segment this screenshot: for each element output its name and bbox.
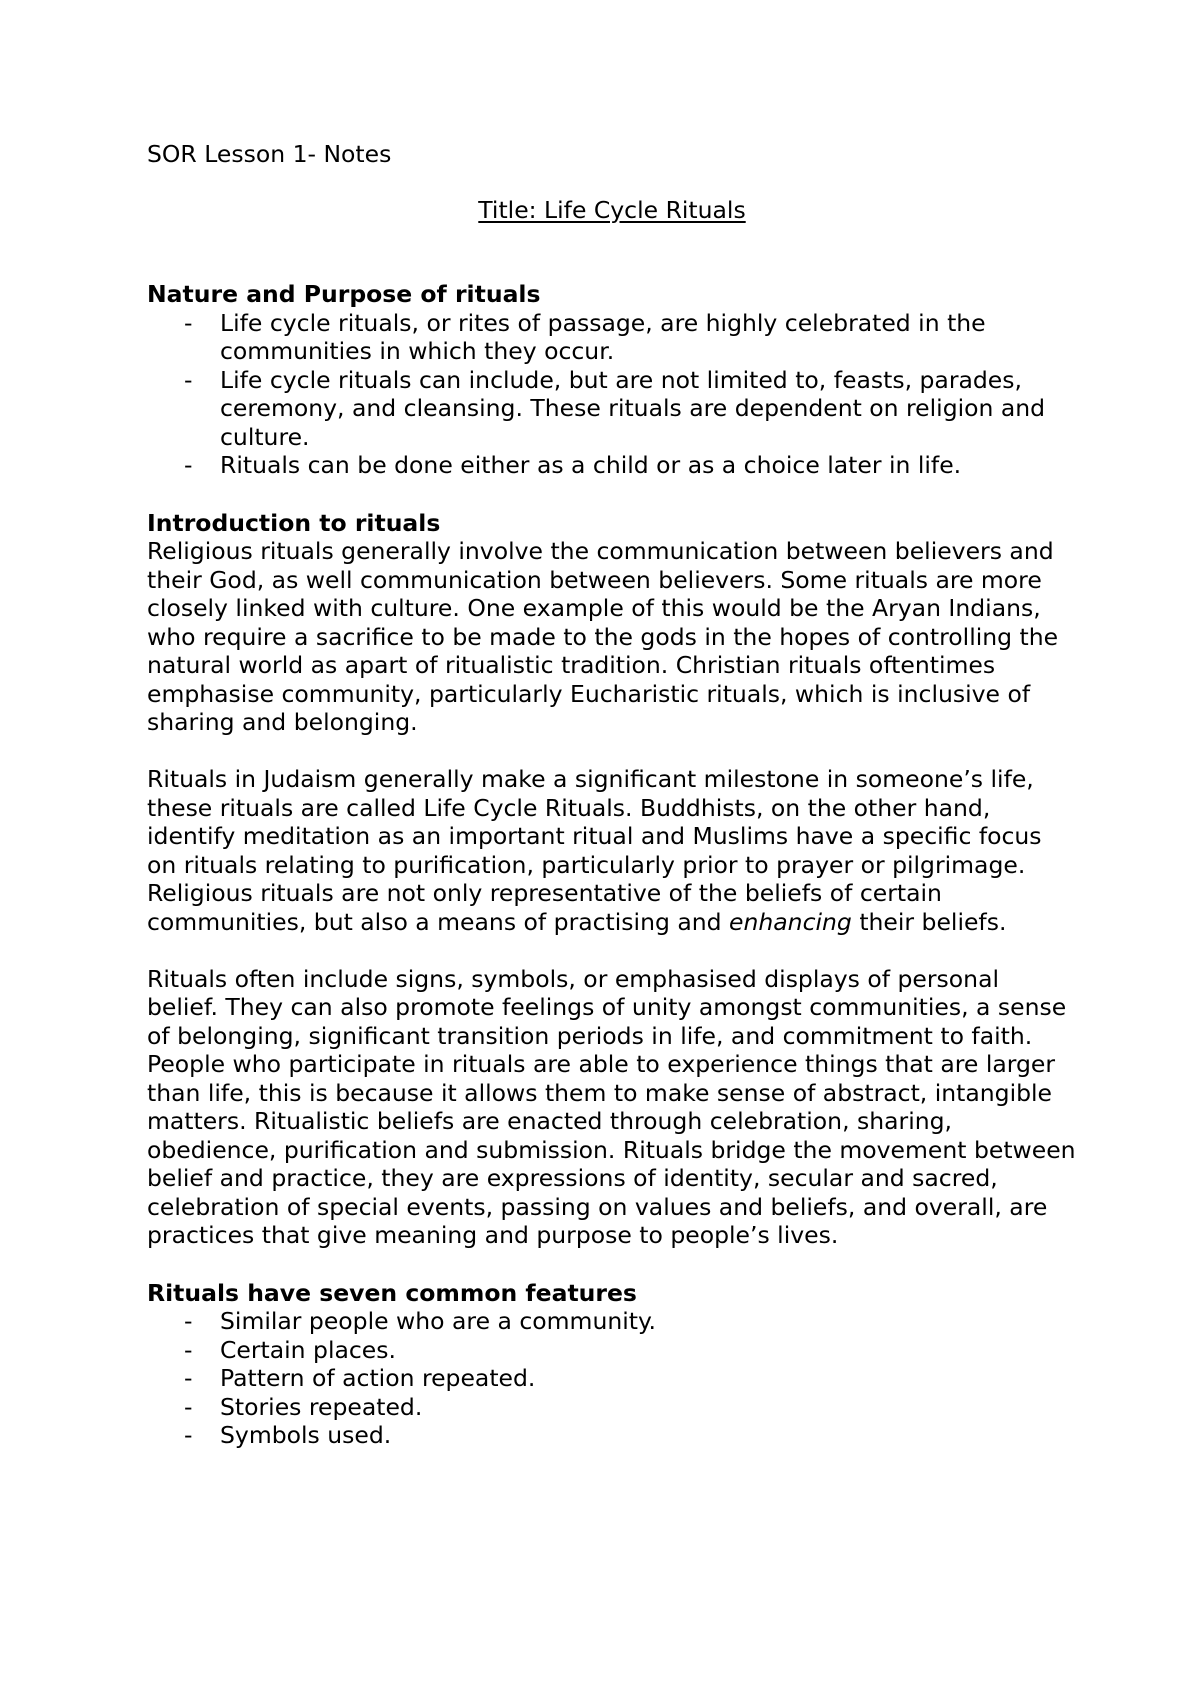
list-item-text: Pattern of action repeated. [220, 1364, 536, 1392]
list-item [147, 1336, 1077, 1365]
bullet-dash: - [184, 1364, 193, 1392]
bullet-dash: - [184, 1335, 193, 1364]
list-item-text: Life cycle rituals, or rites of passage, are highly celebrated in the communities in which they occur. [220, 308, 986, 365]
list-item [147, 1364, 1077, 1393]
bullet-dash: - [184, 451, 193, 479]
bullet-dash: - [184, 1421, 193, 1449]
bullet-dash: - [184, 365, 193, 394]
intro-paragraph-1: Religious rituals generally involve the communication between believers and their God, as well communication between believers. Some rituals are more closely linked with culture. One example of this would be the Aryan Indians, who require a sacrifice to be made to the gods in the hopes of controlling the natural world as apart of ritualistic tradition. Christian rituals oftentimes emphasise community, particularly Eucharistic rituals, which is inclusive of sharing and belonging. [147, 537, 1059, 736]
list-item [147, 451, 1077, 480]
lesson-label: SOR Lesson 1- Notes [147, 140, 392, 168]
list-nature-purpose [147, 309, 1077, 480]
heading-introduction: Introduction to rituals [147, 508, 441, 537]
list-item-text: Certain places. [220, 1335, 396, 1364]
list-item [147, 1421, 1077, 1450]
heading-nature-purpose: Nature and Purpose of rituals [147, 280, 541, 308]
list-item-text: Similar people who are a community. [220, 1307, 657, 1335]
list-item-text: Rituals can be done either as a child or as a choice later in life. [220, 451, 962, 479]
bullet-dash: - [184, 1307, 193, 1335]
list-item-text: Stories repeated. [220, 1392, 423, 1421]
list-item [147, 366, 1077, 452]
intro-paragraph-2-ending: their beliefs. [851, 907, 1007, 936]
list-item [147, 309, 1077, 366]
intro-paragraph-2 [147, 765, 1077, 936]
list-item-text: Life cycle rituals can include, but are not limited to, feasts, parades, ceremony, and cleansing. These rituals are dependent on religion and culture. [220, 365, 1046, 451]
emphasis-text: enhancing [729, 907, 852, 936]
intro-paragraph-2-text: Rituals in Judaism generally make a significant milestone in someone’s life, these rituals are called Life Cycle Rituals. Buddhists, on the other hand, identify meditation as an important ritual and Muslims have a specific focus on rituals relating to purification, particularly prior to prayer or pilgrimage. Religious rituals are not only representative of the beliefs of certain communities, but also a means of practising and [147, 765, 1042, 936]
list-seven-features [147, 1307, 1077, 1450]
bullet-dash: - [184, 1392, 193, 1421]
list-item-text: Symbols used. [220, 1421, 392, 1449]
intro-paragraph-3: Rituals often include signs, symbols, or emphasised displays of personal belief. They can also promote feelings of unity amongst communities, a sense of belonging, significant transition periods in life, and commitment to faith. People who participate in rituals are able to experience things that are larger than life, this is because it allows them to make sense of abstract, intangible matters. Ritualistic beliefs are enacted through celebration, sharing, obedience, purification and submission. Rituals bridge the movement between belief and practice, they are expressions of identity, secular and sacred, celebration of special events, passing on values and beliefs, and overall, are practices that give meaning and purpose to people’s lives. [147, 964, 1076, 1249]
list-item [147, 1307, 1077, 1336]
list-item [147, 1393, 1077, 1422]
document-title: Title: Life Cycle Rituals [478, 195, 746, 224]
document-body [147, 140, 1077, 1450]
bullet-dash: - [184, 308, 193, 337]
heading-seven-features: Rituals have seven common features [147, 1278, 637, 1307]
